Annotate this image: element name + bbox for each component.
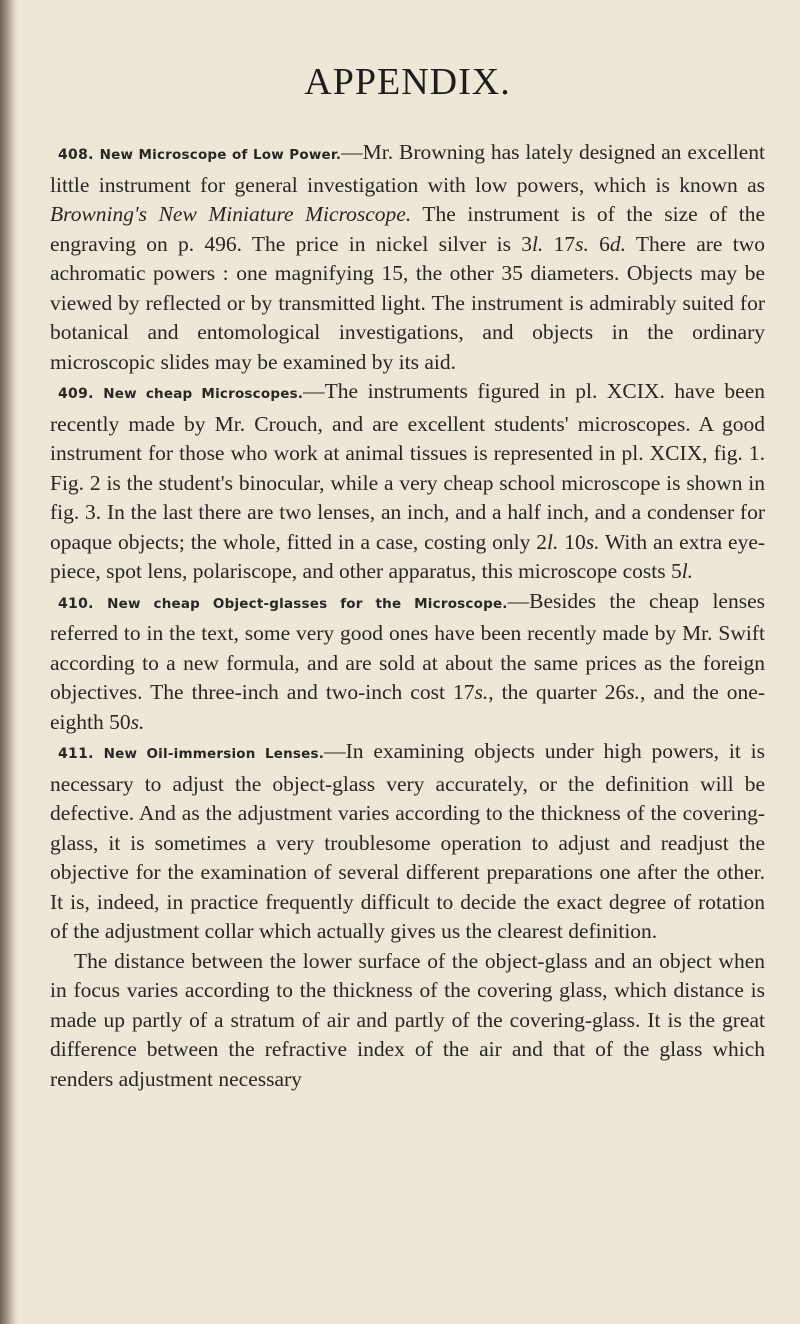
currency-unit: s. [130, 709, 145, 734]
entry-text: , the quarter 26 [488, 680, 627, 704]
entry-text: 17 [543, 231, 576, 256]
book-title: Browning's New Miniature Microscope. [50, 202, 412, 226]
entry-text: 6 [588, 231, 610, 256]
document-page [50, 60, 765, 1094]
entry-text: —In examining objects under high powers, it is necessary to adjust the object-glass very accurately, or the definition will be defective. And as the adjustment varies according to the thickness of the covering-glass, it is sometimes a very troublesome operation to adjust and readjust the objective for the examination of several different preparations one after the other. It is, indeed, in practice frequently difficult to decide the exact degree of rotation of the adjustment collar which actually gives us the clearest definition. [50, 739, 766, 943]
entry-411-paragraph-2: The distance between the lower surface of the object-glass and an object when in focus varies according to the thickness of the covering glass, which distance is made up partly of a stratum of air and partly of the covering-glass. It is the great difference between the refractive index of the air and that of the glass which renders adjustment necessary [50, 948, 765, 1091]
currency-unit: l. [681, 559, 694, 583]
entry-text: —The instruments figured in pl. XCIX. have been recently made by Mr. Crouch, and are excellent students' microscopes. A good instrument for those who work at animal tissues is represented in pl. XCIX, fig. 1. Fig. 2 is the student's binocular, while a very cheap school microscope is shown in fig. 3. In the last there are two lenses, an inch, and a half inch, and a condenser for opaque objects; the whole, fitted in a case, costing only 2 [50, 379, 766, 554]
entry-text: —Besides the cheap lenses referred to in the text, some very good ones have been recently made by Mr. Swift according to a new formula, and are sold at about the same prices as the foreign objectives. The three-inch and two-inch cost 17 [50, 588, 765, 704]
currency-unit: s. [585, 529, 600, 554]
currency-unit: s. [626, 680, 641, 704]
entry-number: 410. [58, 595, 94, 612]
entry-number: 408. [58, 147, 94, 163]
currency-unit: s. [575, 231, 589, 256]
entry-text: With an extra eye-piece, spot lens, polariscope, and other apparatus, this microscope costs 5 [50, 529, 766, 583]
page-heading: APPENDIX. [304, 61, 511, 103]
entry-title: New cheap Object-glasses for the Microscope. [107, 595, 508, 612]
entry-411 [50, 737, 765, 947]
currency-unit: s. [474, 680, 489, 704]
entry-text: 10 [558, 529, 586, 554]
entry-text: —Mr. Browning has lately designed an excellent little instrument for general investigation with low powers, which is known as [50, 140, 765, 197]
page-edge-shadow [0, 0, 18, 1324]
entry-text: There are two achromatic powers : one magnifying 15, the other 35 diameters. Objects may be viewed by reflected or by transmitted light. The instrument is admirably suited for botanical and entomological investigations, and objects in the ordinary microscopic slides may be examined by its aid. [50, 231, 765, 374]
entry-408 [50, 138, 765, 377]
currency-unit: l. [531, 231, 544, 256]
entry-title: New cheap Microscopes. [103, 386, 304, 402]
currency-unit: d. [609, 231, 626, 256]
entry-410 [50, 587, 765, 738]
entry-text: The instrument is of the size of the engraving on p. 496. The price in nickel silver is 3 [50, 202, 765, 256]
entry-text: , and the one-eighth 50 [50, 680, 765, 734]
entry-title: New Oil-immersion Lenses. [103, 746, 325, 762]
currency-unit: l. [547, 529, 559, 554]
entry-number: 411. [58, 746, 94, 762]
entry-title: New Microscope of Low Power. [99, 147, 342, 163]
entry-409 [50, 377, 765, 587]
entry-number: 409. [58, 386, 94, 402]
